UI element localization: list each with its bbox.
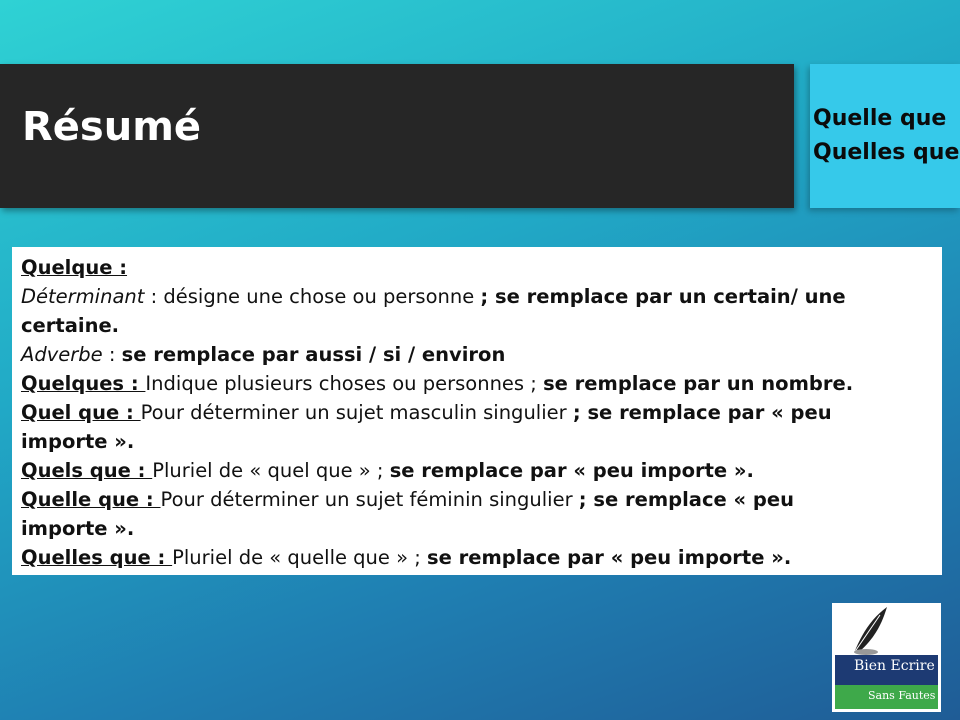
definition-line: [21, 282, 926, 311]
definition-line: [21, 456, 926, 485]
definition-text: Pour déterminer un sujet masculin singulier: [140, 401, 573, 424]
definition-text: Pour déterminer un sujet féminin singulier: [160, 488, 579, 511]
replacement-text: certaine.: [21, 314, 120, 337]
term-heading: Quelles que :: [21, 546, 173, 569]
term-heading: Quel que :: [21, 401, 141, 424]
definition-line: [21, 427, 926, 456]
side-summary-box: [810, 64, 960, 208]
replacement-text: se remplace par « peu importe ».: [427, 546, 792, 569]
side-line-2: Quelles que: [813, 140, 960, 165]
replacement-text: ; se remplace « peu: [578, 488, 794, 511]
definition-line: [21, 514, 926, 543]
term-heading: Quelques :: [21, 372, 146, 395]
definition-line: [21, 311, 926, 340]
replacement-text: ; se remplace par « peu: [572, 401, 832, 424]
definition-text: Indique plusieurs choses ou personnes ;: [145, 372, 544, 395]
logo-text-2: Sans Fautes: [868, 689, 936, 702]
definition-line: [21, 253, 926, 282]
definition-line: [21, 543, 926, 572]
definition-line: [21, 485, 926, 514]
term-category: Adverbe: [21, 343, 103, 366]
replacement-text: ; se remplace par un certain/ une: [480, 285, 846, 308]
term-heading: Quelque :: [21, 256, 128, 279]
definition-line: [21, 369, 926, 398]
definition-text: Pluriel de « quel que » ;: [152, 459, 390, 482]
definition-text: Pluriel de « quelle que » ;: [172, 546, 428, 569]
brand-logo: [832, 603, 941, 712]
replacement-text: importe ».: [21, 517, 135, 540]
quill-pen-icon: [832, 603, 941, 655]
replacement-text: importe ».: [21, 430, 135, 453]
slide-title: Résumé: [22, 104, 202, 150]
logo-text-1: Bien Ecrire: [854, 658, 935, 674]
term-heading: Quels que :: [21, 459, 153, 482]
replacement-text: se remplace par un nombre.: [543, 372, 854, 395]
term-heading: Quelle que :: [21, 488, 161, 511]
definition-text: :: [102, 343, 122, 366]
replacement-text: se remplace par « peu importe ».: [389, 459, 754, 482]
definitions-text: [21, 253, 926, 572]
definition-line: [21, 398, 926, 427]
side-line-1: Quelle que: [813, 106, 947, 131]
term-category: Déterminant: [21, 285, 145, 308]
definition-line: [21, 340, 926, 369]
definition-text: : désigne une chose ou personne: [144, 285, 481, 308]
replacement-text: se remplace par aussi / si / environ: [121, 343, 506, 366]
definitions-box: [12, 247, 942, 575]
